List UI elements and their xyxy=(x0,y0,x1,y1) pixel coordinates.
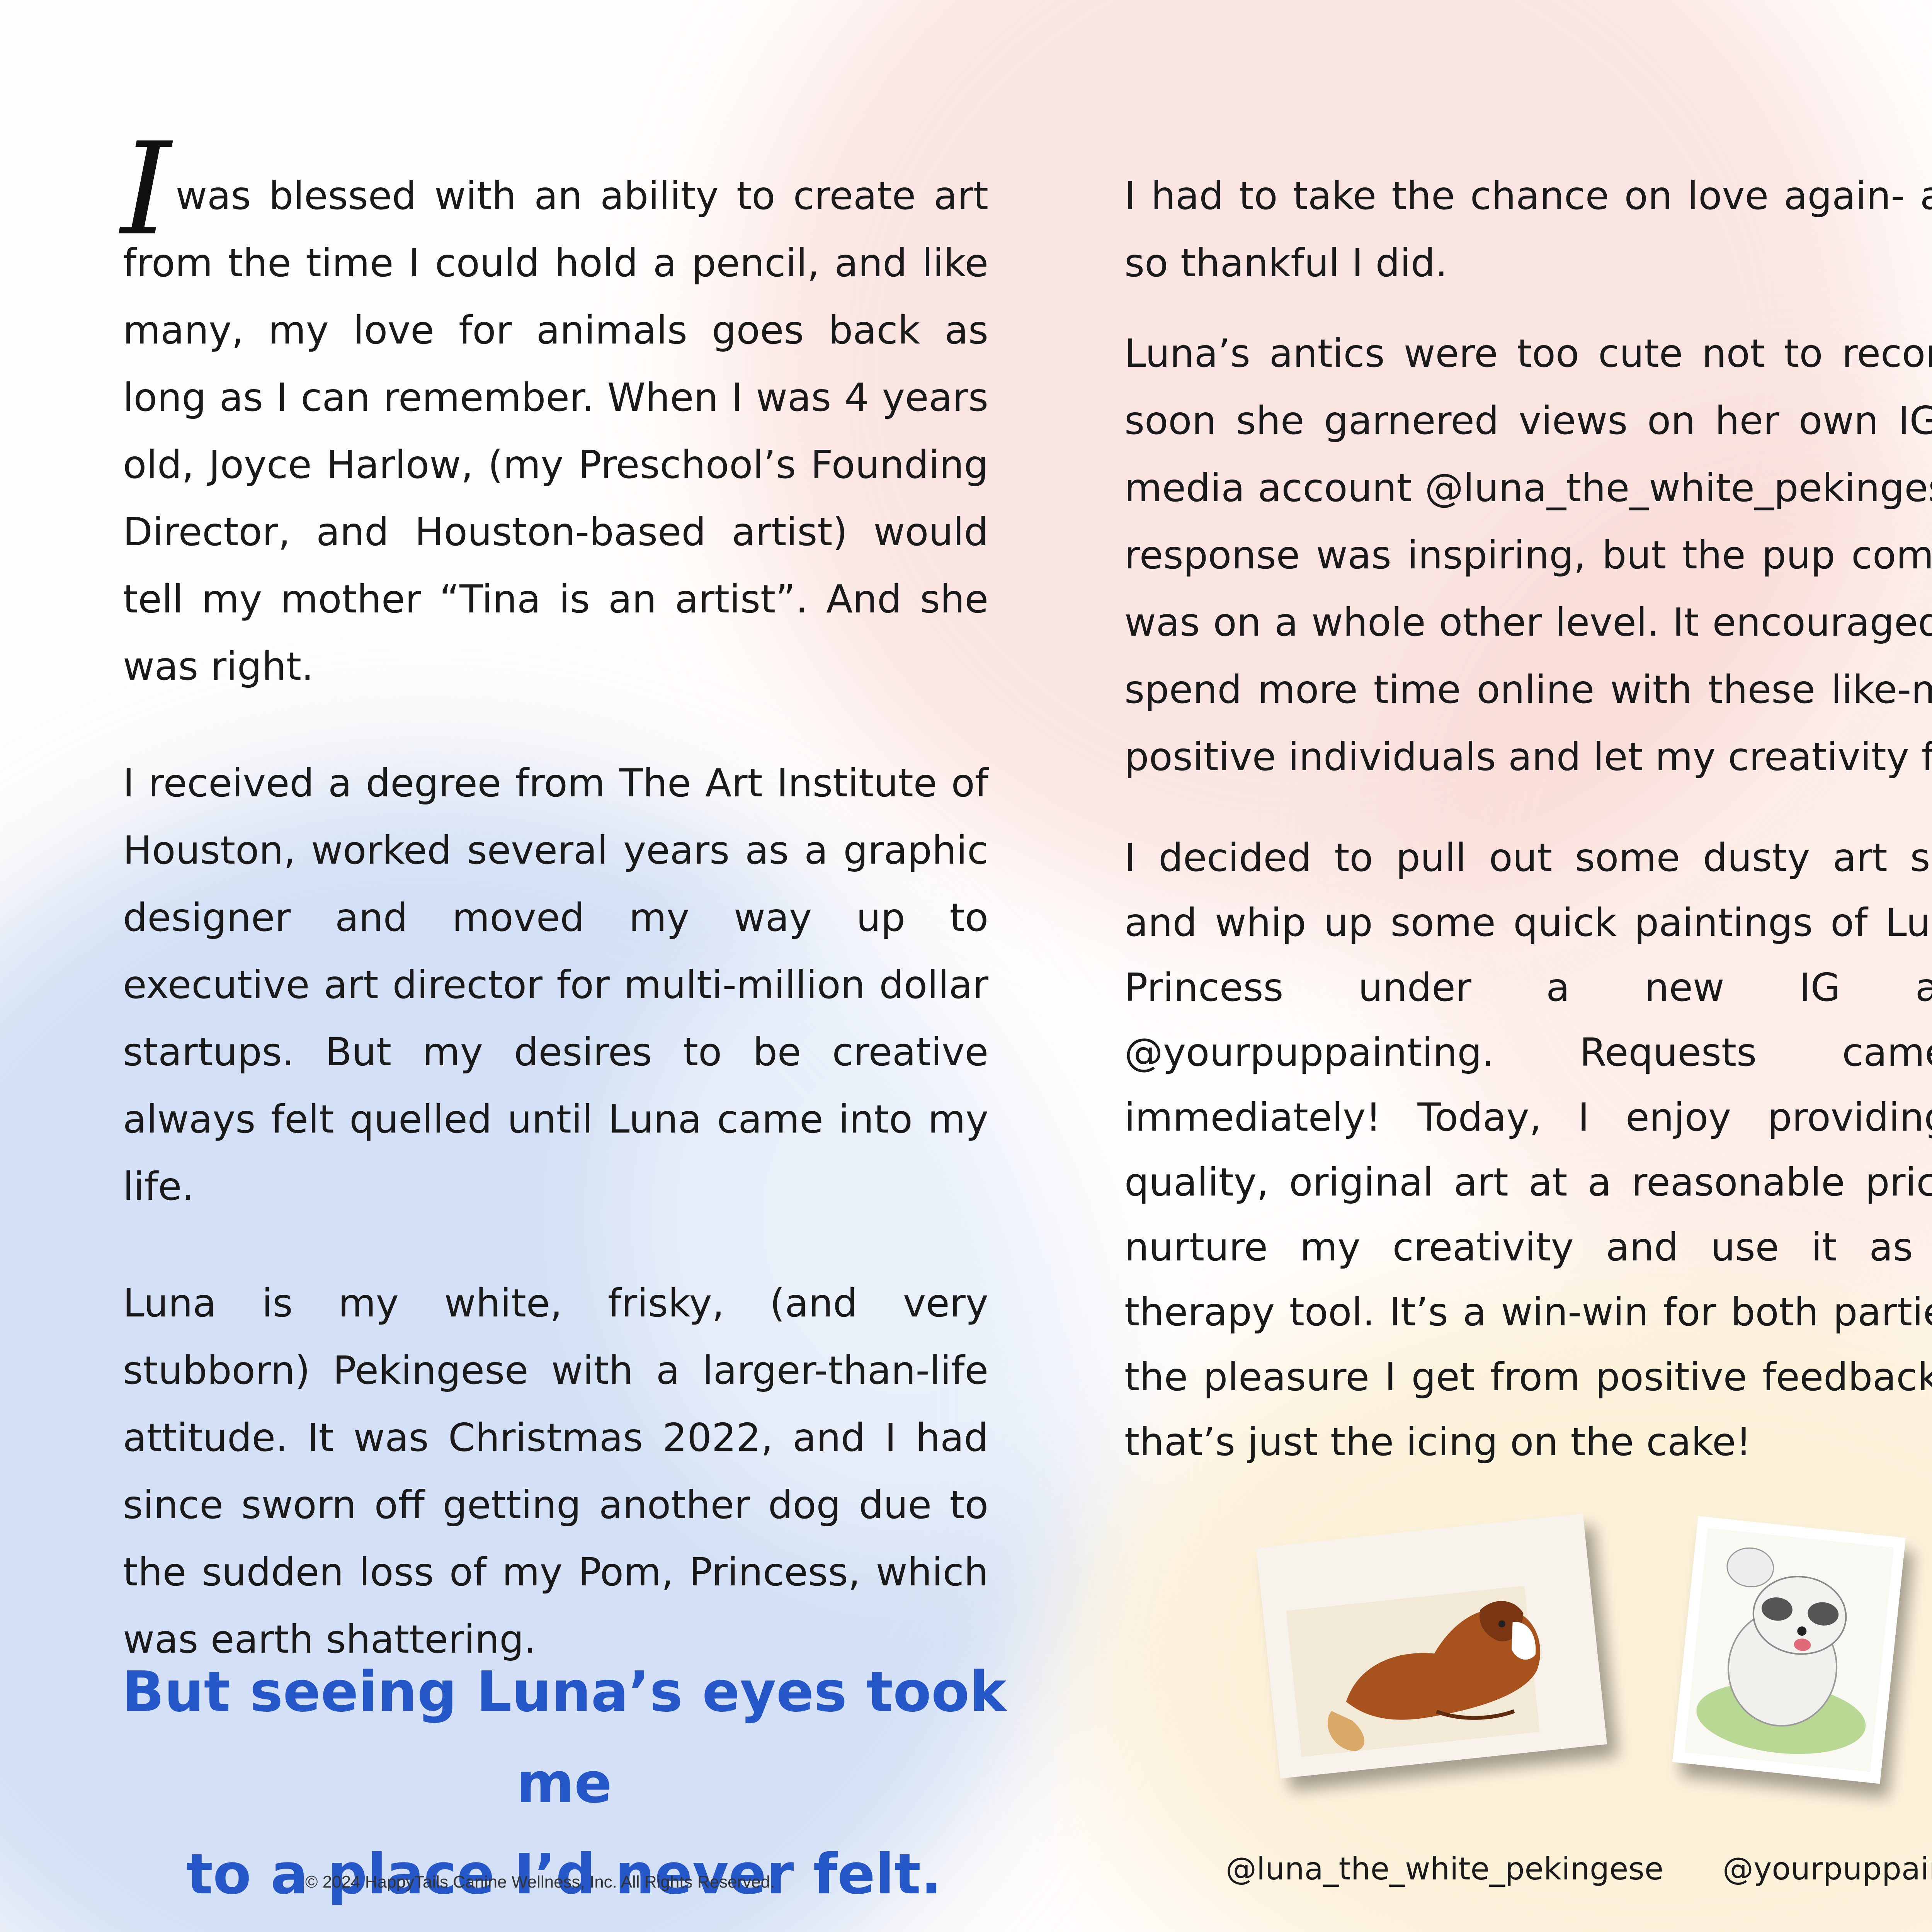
left-column xyxy=(123,162,988,1673)
painting-photo-brown-dog xyxy=(1256,1514,1607,1779)
paragraph-antics: Luna’s antics were too cute not to reco soon she garnered views on her own IG media account @luna_the_white_pekingese. response was inspiring, but the pup com was on a whole other level. It encouraged spend more time online with these like-m positive individuals and let my creativity f xyxy=(1124,320,1932,791)
white-dog-painting-image xyxy=(1684,1528,1894,1772)
painting-photo-white-dog xyxy=(1672,1516,1906,1784)
brown-dog-painting-image xyxy=(1256,1514,1607,1779)
right-column xyxy=(1124,162,1932,1475)
paragraph-paintings: I decided to pull out some dusty art s and whip up some quick paintings of Lu Princess under a new IG a @yourpuppainting. Requests cam immediately! Today, I enjoy providing quality, original art at a reasonable pric nurture my creativity and use it as therapy tool. It’s a win-win for both parti the pleasure I get from positive feedback that’s just the icing on the cake! xyxy=(1124,825,1932,1475)
paragraph-intro xyxy=(123,162,988,700)
instagram-handle-yourpuppainting: @yourpuppai xyxy=(1723,1851,1932,1887)
paragraph-intro-text: was blessed with an ability to create art from the time I could hold a pencil, and like many, my love for animals goes back as long as I can remember. When I was 4 years old, Joyce Harlow, (my Preschool’s Founding Director, and Houston-based artist) would tell my mother “Tina is an artist”. And she was right. xyxy=(123,173,988,689)
pull-quote-line-1: But seeing Luna’s eyes took me xyxy=(97,1646,1032,1828)
paragraph-chance: I had to take the chance on love again- a so thankful I did. xyxy=(1124,162,1932,297)
paragraph-luna: Luna is my white, frisky, (and very stubborn) Pekingese with a larger-than-life attitude. It was Christmas 2022, and I had since sworn off getting another dog due to the sudden loss of my Pom, Princess, which was earth shattering. xyxy=(123,1270,988,1673)
drop-cap: I xyxy=(121,151,171,228)
instagram-handle-luna: @luna_the_white_pekingese xyxy=(1226,1851,1663,1887)
copyright-notice: © 2024 HappyTails Canine Wellness, Inc. All Rights Reserved. xyxy=(305,1872,775,1892)
paragraph-career: I received a degree from The Art Institute of Houston, worked several years as a graphic designer and moved my way up to executive art director for multi-million dollar startups. But my desires to be creative always felt quelled until Luna came into my life. xyxy=(123,750,988,1220)
pull-quote-line-2: to a place I’d never felt. xyxy=(97,1828,1032,1920)
